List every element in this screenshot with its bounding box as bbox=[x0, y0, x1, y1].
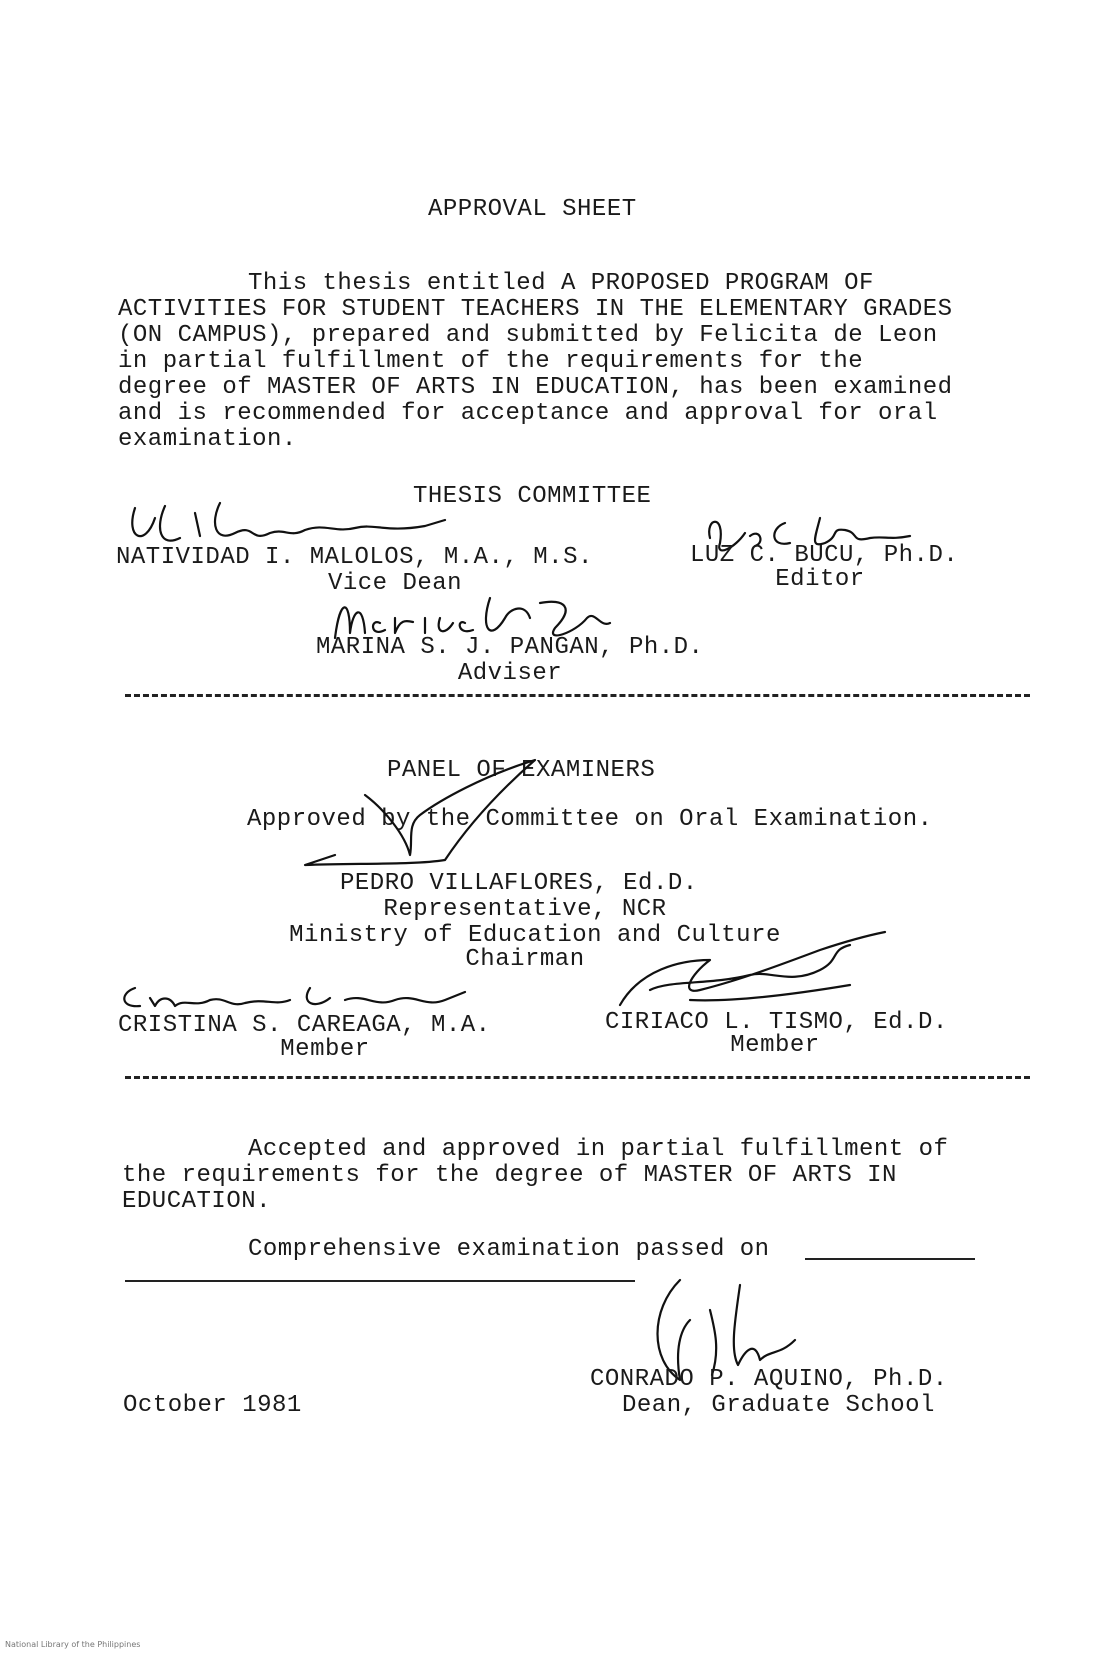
chairman-title-line: Chairman bbox=[465, 946, 585, 973]
panel-member-name: CIRIACO L. TISMO, Ed.D. bbox=[605, 1009, 948, 1036]
acceptance-line-1: Accepted and approved in partial fulfillment of bbox=[248, 1136, 949, 1163]
comprehensive-exam-line: Comprehensive examination passed on bbox=[248, 1236, 770, 1263]
intro-line-7: examination. bbox=[118, 426, 297, 453]
panel-approved-line: Approved by the Committee on Oral Examination. bbox=[247, 806, 933, 833]
dean-title: Dean, Graduate School bbox=[622, 1392, 935, 1419]
committee-member-name: NATIVIDAD I. MALOLOS, M.A., M.S. bbox=[116, 544, 593, 571]
comprehensive-exam-date-blank bbox=[805, 1258, 975, 1260]
committee-member-role: Editor bbox=[775, 566, 865, 593]
panel-member-name: CRISTINA S. CAREAGA, M.A. bbox=[118, 1012, 491, 1039]
intro-line-4: in partial fulfillment of the requirements for the bbox=[118, 348, 864, 375]
intro-line-2: ACTIVITIES FOR STUDENT TEACHERS IN THE ELEMENTARY GRADES bbox=[118, 296, 953, 323]
panel-heading: PANEL OF EXAMINERS bbox=[387, 757, 656, 784]
chairman-title-line: Ministry of Education and Culture bbox=[289, 922, 781, 949]
section-divider bbox=[125, 694, 1030, 697]
intro-line-3: (ON CAMPUS), prepared and submitted by Felicita de Leon bbox=[118, 322, 938, 349]
panel-member-role: Member bbox=[280, 1036, 370, 1063]
intro-line-6: and is recommended for acceptance and approval for oral bbox=[118, 400, 938, 427]
panel-member-role: Member bbox=[730, 1032, 820, 1059]
committee-member-name: MARINA S. J. PANGAN, Ph.D. bbox=[316, 634, 704, 661]
signature-villaflores bbox=[295, 755, 595, 875]
dean-name: CONRADO P. AQUINO, Ph.D. bbox=[590, 1366, 948, 1393]
page-title: APPROVAL SHEET bbox=[428, 196, 637, 223]
committee-member-name: LUZ C. BUCU, Ph.D. bbox=[690, 542, 959, 569]
section-divider bbox=[125, 1076, 1030, 1079]
chairman-name: PEDRO VILLAFLORES, Ed.D. bbox=[340, 870, 698, 897]
chairman-title-line: Representative, NCR bbox=[383, 896, 667, 923]
intro-line-1: This thesis entitled A PROPOSED PROGRAM OF bbox=[248, 270, 874, 297]
acceptance-line-3: EDUCATION. bbox=[122, 1188, 272, 1215]
committee-member-role: Adviser bbox=[457, 660, 563, 687]
document-date: October 1981 bbox=[123, 1392, 302, 1419]
acceptance-line-2: the requirements for the degree of MASTER OF ARTS IN bbox=[122, 1162, 897, 1189]
scan-footer: National Library of the Philippines bbox=[5, 1640, 141, 1649]
intro-line-5: degree of MASTER OF ARTS IN EDUCATION, has been examined bbox=[118, 374, 953, 401]
signature-tismo bbox=[590, 930, 890, 1020]
committee-member-role: Vice Dean bbox=[327, 570, 463, 597]
signature-blank-line bbox=[125, 1280, 635, 1282]
committee-heading: THESIS COMMITTEE bbox=[413, 483, 652, 510]
